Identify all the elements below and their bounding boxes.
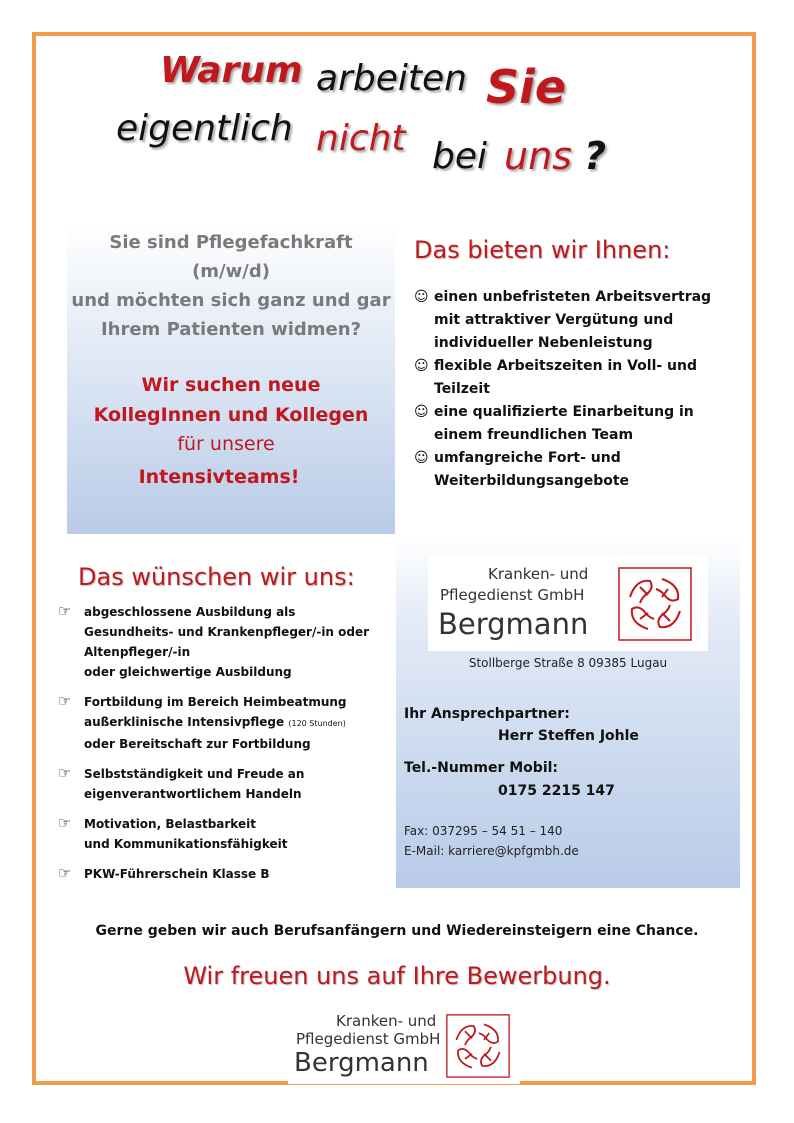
chance-text: Gerne geben wir auch Berufsanfängern und Wiedereinsteigern eine Chance. xyxy=(95,923,699,939)
fax-number: Fax: 037295 – 54 51 – 140 xyxy=(404,824,563,838)
smiley-icon: ☺ xyxy=(414,289,429,305)
wish-item xyxy=(58,692,388,754)
pointing-hand-icon: ☞ xyxy=(58,814,72,832)
headline-warum: Warum xyxy=(160,50,303,91)
logo-line-1: Kranken- und xyxy=(336,1012,437,1030)
offer-item xyxy=(414,355,734,401)
wish-item xyxy=(58,864,388,884)
logo-line-2: Pflegedienst GmbH xyxy=(440,586,585,604)
intro-red-line-1: Wir suchen neue xyxy=(141,374,321,396)
partner-name: Herr Steffen Johle xyxy=(498,728,639,744)
company-logo xyxy=(428,555,708,651)
wish-item xyxy=(58,814,388,854)
wish-item-text: Fortbildung im Bereich Heimbeatmung außerklinische Intensivpflege xyxy=(84,695,347,729)
headline-nicht: nicht xyxy=(316,118,406,159)
smiley-icon: ☺ xyxy=(414,404,429,420)
company-address: Stollberge Straße 8 09385 Lugau xyxy=(468,656,668,670)
pointing-hand-icon: ☞ xyxy=(58,764,72,782)
wish-item-text: Motivation, Belastbarkeit und Kommunikationsfähigkeit xyxy=(84,817,288,851)
wish-item xyxy=(58,602,388,682)
wish-title: Das wünschen wir uns: xyxy=(78,563,355,591)
offer-item xyxy=(414,447,734,493)
wish-item xyxy=(58,764,388,804)
smiley-icon: ☺ xyxy=(414,358,429,374)
intro-line: und möchten sich ganz und gar xyxy=(71,290,391,311)
logo-line-2: Pflegedienst GmbH xyxy=(296,1030,441,1048)
phone-label: Tel.-Nummer Mobil: xyxy=(404,760,559,776)
headline-bei: bei xyxy=(432,136,488,177)
offer-item-text: eine qualifizierte Einarbeitung in einem freundlichen Team xyxy=(434,404,694,443)
hands-logo-icon xyxy=(618,567,692,641)
wish-item-text-after: oder Bereitschaft zur Fortbildung xyxy=(84,737,311,751)
intro-red-line-3: für unsere xyxy=(177,433,275,455)
hands-logo-icon xyxy=(446,1014,510,1078)
smiley-icon: ☺ xyxy=(414,450,429,466)
intro-line: Sie sind Pflegefachkraft xyxy=(109,232,353,253)
email-address[interactable]: E-Mail: karriere@kpfgmbh.de xyxy=(404,844,579,858)
offer-item-text: flexible Arbeitszeiten in Voll- und Teilzeit xyxy=(434,358,698,397)
headline-eigentlich: eigentlich xyxy=(116,108,293,149)
footer-company-logo xyxy=(288,1006,520,1084)
partner-label: Ihr Ansprechpartner: xyxy=(404,706,570,722)
offer-item xyxy=(414,286,734,355)
headline-uns: uns xyxy=(504,134,572,178)
offer-list xyxy=(414,286,734,493)
logo-line-3: Bergmann xyxy=(438,607,589,641)
intro-red-line-2: KollegInnen und Kollegen xyxy=(93,404,369,426)
headline-question: ? xyxy=(584,134,607,178)
wish-item-text: PKW-Führerschein Klasse B xyxy=(84,867,270,881)
phone-number[interactable]: 0175 2215 147 xyxy=(498,783,615,799)
wish-item-note: (120 Stunden) xyxy=(288,719,346,728)
headline-arbeiten: arbeiten xyxy=(316,58,467,99)
intro-line: Ihrem Patienten widmen? xyxy=(100,319,362,340)
application-text: Wir freuen uns auf Ihre Bewerbung. xyxy=(183,962,611,990)
logo-line-1: Kranken- und xyxy=(488,565,589,583)
offer-item-text: umfangreiche Fort- und Weiterbildungsangebote xyxy=(434,450,630,489)
headline-sie: Sie xyxy=(486,60,567,114)
wish-item-text: abgeschlossene Ausbildung als Gesundheits- und Krankenpfleger/-in oder Altenpfleger/-in oder gleichwertige Ausbildung xyxy=(84,605,370,679)
wish-list xyxy=(58,602,388,894)
wish-item-text: Selbstständigkeit und Freude an eigenverantwortlichem Handeln xyxy=(84,767,305,801)
intro-gray-text xyxy=(67,228,395,344)
offer-item-text: einen unbefristeten Arbeitsvertrag mit attraktiver Vergütung und individueller Nebenleistung xyxy=(434,289,712,351)
intro-red-line-4: Intensivteams! xyxy=(138,466,300,488)
offer-title: Das bieten wir Ihnen: xyxy=(414,236,671,264)
pointing-hand-icon: ☞ xyxy=(58,864,72,882)
logo-line-3: Bergmann xyxy=(294,1048,429,1078)
offer-item xyxy=(414,401,734,447)
intro-line: (m/w/d) xyxy=(192,261,270,282)
pointing-hand-icon: ☞ xyxy=(58,692,72,710)
pointing-hand-icon: ☞ xyxy=(58,602,72,620)
